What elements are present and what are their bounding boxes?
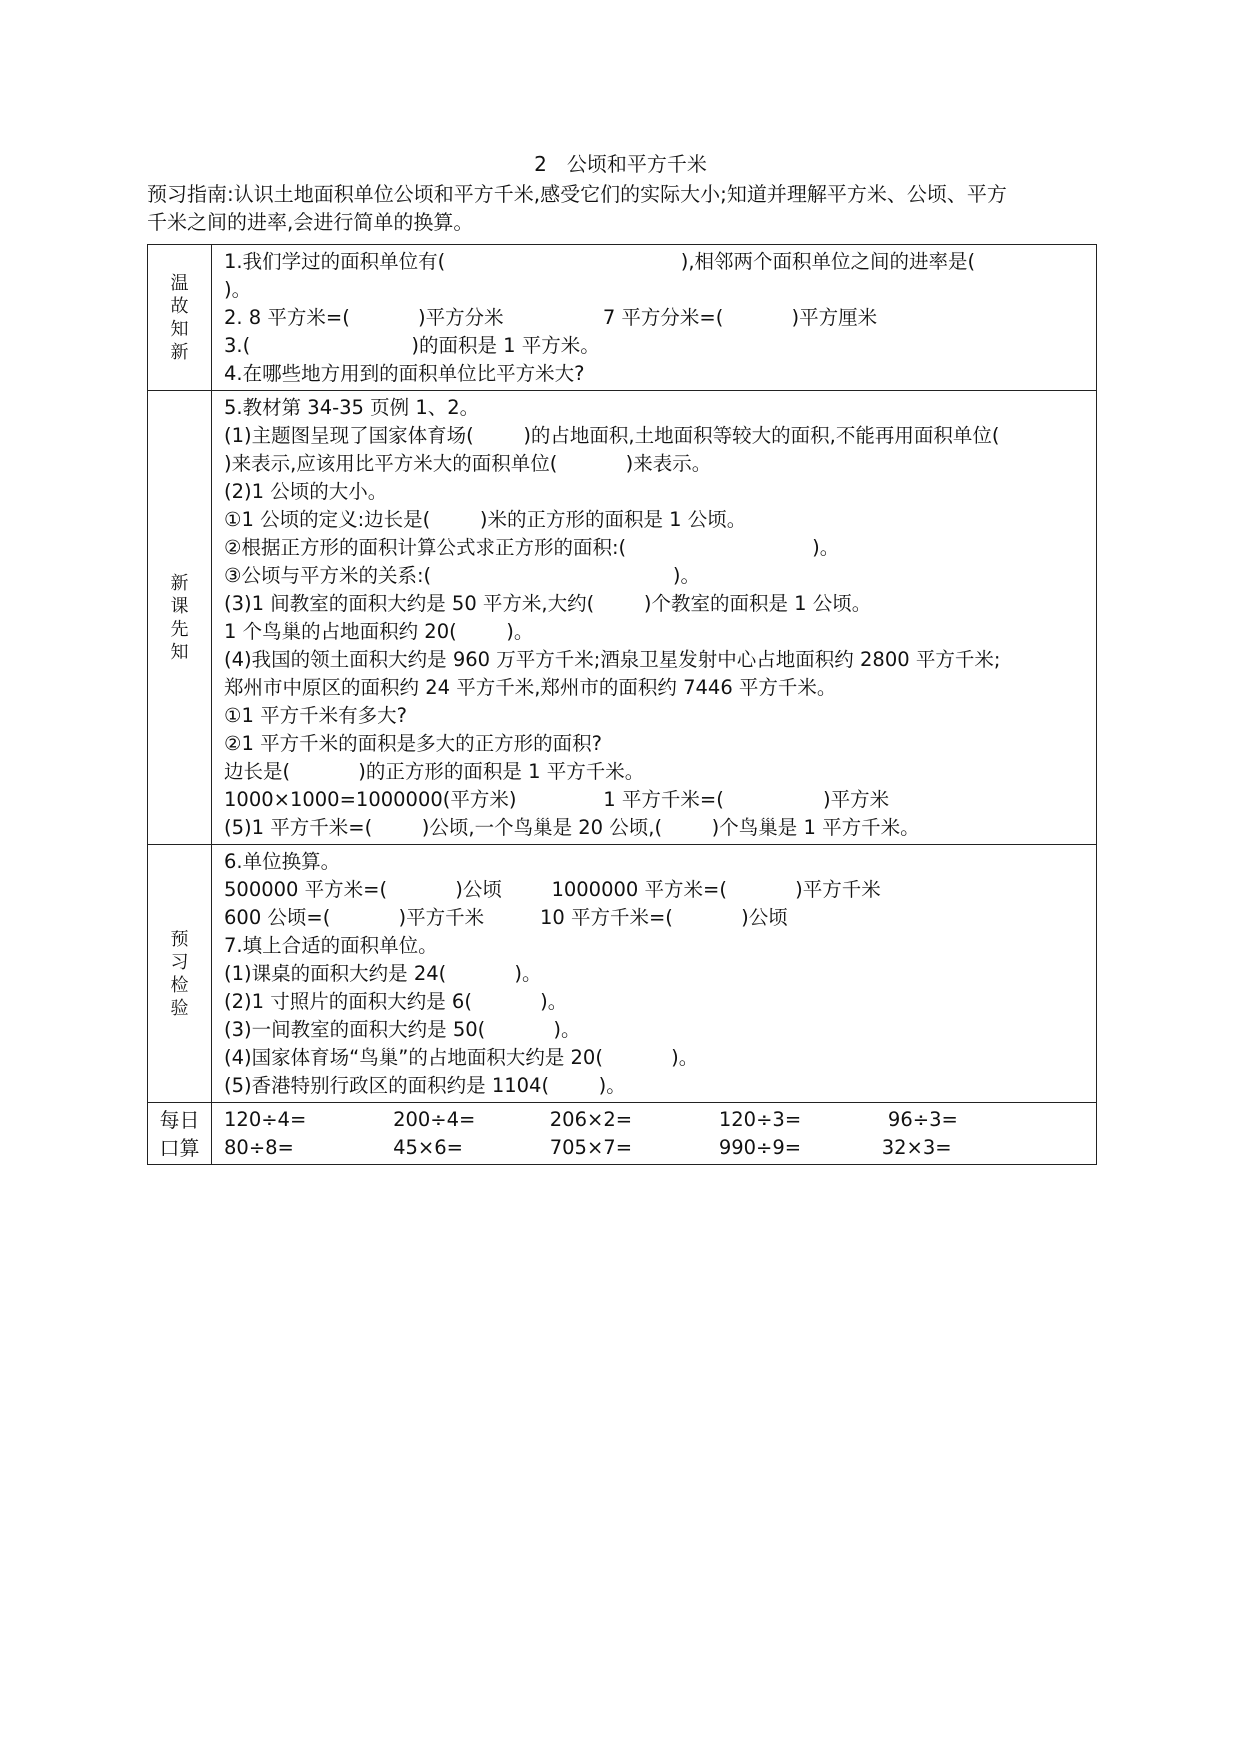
section-content-review [212,245,1097,391]
question-line: (4)国家体育场“鸟巢”的占地面积大约是 20( )。 [224,1046,699,1069]
section-label-mental-math [148,1103,212,1165]
question-line: (3)一间教室的面积大约是 50( )。 [224,1018,581,1041]
question-line: 边长是( )的正方形的面积是 1 平方千米。 [224,760,645,783]
question-line: ②根据正方形的面积计算公式求正方形的面积:( )。 [224,536,840,559]
section-label-text: 预习检验 [170,928,189,1019]
question-line: )来表示,应该用比平方米大的面积单位( )来表示。 [224,452,712,475]
question-line: 5.教材第 34-35 页例 1、2。 [224,396,480,419]
question-line: )。 [224,278,252,301]
question-line: (1)课桌的面积大约是 24( )。 [224,962,542,985]
question-line: (4)我国的领土面积大约是 960 万平方千米;酒泉卫星发射中心占地面积约 2800 平方千米; [224,648,1001,671]
question-line: 2. 8 平方米=( )平方分米 7 平方分米=( )平方厘米 [224,306,878,329]
section-label-text: 温故知新 [170,272,189,363]
section-content-mental-math [212,1103,1097,1165]
question-line: 郑州市中原区的面积约 24 平方千米,郑州市的面积约 7446 平方千米。 [224,676,837,699]
question-line: ②1 平方千米的面积是多大的正方形的面积? [224,732,602,755]
question-line: 1 个鸟巢的占地面积约 20( )。 [224,620,534,643]
question-line: (2)1 公顷的大小。 [224,480,388,503]
question-line: 1000×1000=1000000(平方米) 1 平方千米=( )平方米 [224,788,890,811]
preview-guide [147,180,1097,236]
section-label-text: 新课先知 [170,572,189,663]
section-label-text: 口算 [159,1135,200,1160]
section-label-text: 每日 [159,1107,200,1132]
question-line: ③公顷与平方米的关系:( )。 [224,564,701,587]
question-line: 1.我们学过的面积单位有( ),相邻两个面积单位之间的进率是( [224,250,976,273]
question-line: ①1 平方千米有多大? [224,704,407,727]
section-mental-math [148,1103,1097,1165]
question-line: ①1 公顷的定义:边长是( )米的正方形的面积是 1 公顷。 [224,508,747,531]
question-line: (1)主题图呈现了国家体育场( )的占地面积,土地面积等较大的面积,不能再用面积单位( [224,424,1000,447]
section-label-preview-check [148,845,212,1103]
preview-guide-line: 千米之间的进率,会进行简单的换算。 [147,210,474,234]
math-row: 120÷4= 200÷4= 206×2= 120÷3= 96÷3= [224,1108,958,1131]
section-review [148,245,1097,391]
worksheet-table [147,244,1097,1165]
question-line: (5)香港特别行政区的面积约是 1104( )。 [224,1074,626,1097]
math-row: 80÷8= 45×6= 705×7= 990÷9= 32×3= [224,1136,952,1159]
section-content-preview-check [212,845,1097,1103]
question-line: 600 公顷=( )平方千米 10 平方千米=( )公顷 [224,906,788,929]
section-new-lesson [148,391,1097,845]
page-title: 2 公顷和平方千米 [534,152,707,176]
question-line: 6.单位换算。 [224,850,341,873]
section-preview-check [148,845,1097,1103]
section-label-new-lesson [148,391,212,845]
question-line: 7.填上合适的面积单位。 [224,934,438,957]
preview-guide-line: 预习指南:认识土地面积单位公顷和平方千米,感受它们的实际大小;知道并理解平方米、公顷、平方 [147,182,1007,206]
section-label-review [148,245,212,391]
question-line: 3.( )的面积是 1 平方米。 [224,334,600,357]
question-line: 500000 平方米=( )公顷 1000000 平方米=( )平方千米 [224,878,881,901]
question-line: (5)1 平方千米=( )公顷,一个鸟巢是 20 公顷,( )个鸟巢是 1 平方千米。 [224,816,920,839]
question-line: (2)1 寸照片的面积大约是 6( )。 [224,990,568,1013]
question-line: 4.在哪些地方用到的面积单位比平方米大? [224,362,585,385]
question-line: (3)1 间教室的面积大约是 50 平方米,大约( )个教室的面积是 1 公顷。 [224,592,872,615]
section-content-new-lesson [212,391,1097,845]
